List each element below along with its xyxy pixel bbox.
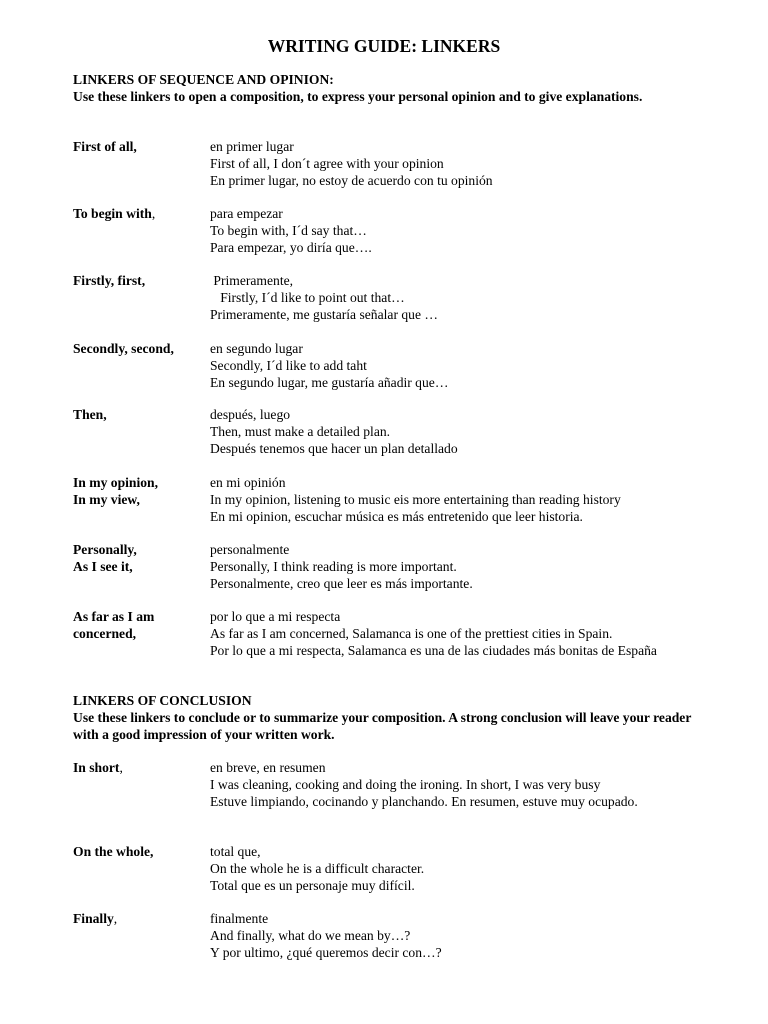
translation: personalmente [210, 542, 290, 557]
linker-term: Firstly, first, [73, 273, 146, 288]
linker-term: Personally, As I see it, [73, 542, 137, 574]
linker-term: As far as I am concerned, [73, 609, 155, 641]
linker-definitions [210, 609, 710, 659]
translation: total que, [210, 844, 261, 859]
example-spanish: Estuve limpiando, cocinando y planchando. En resumen, estuve muy ocupado. [210, 793, 638, 809]
example-spanish: Total que es un personaje muy difícil. [210, 877, 415, 893]
linker-term: Finally, [73, 911, 118, 926]
linker-term: To begin with, [73, 206, 156, 221]
section-conclusion-header [73, 693, 693, 743]
section-heading: LINKERS OF CONCLUSION [73, 693, 252, 708]
example-english: Then, must make a detailed plan. [210, 423, 391, 439]
translation: en segundo lugar [210, 341, 303, 356]
section-intro: Use these linkers to conclude or to summarize your composition. A strong conclusion will leave your reader with a good impression of your written work. [73, 709, 692, 742]
example-english: To begin with, I´d say that… [210, 222, 367, 238]
section-sequence-opinion-header [73, 72, 693, 106]
linker-term: Secondly, second, [73, 341, 174, 356]
page-title: WRITING GUIDE: LINKERS [267, 36, 501, 56]
example-spanish: Personalmente, creo que leer es más importante. [210, 575, 473, 591]
example-english: In my opinion, listening to music eis more entertaining than reading history [210, 491, 621, 507]
linker-definitions [210, 273, 710, 323]
translation: por lo que a mi respecta [210, 609, 341, 624]
linker-term: First of all, [73, 139, 137, 154]
linker-term: Then, [73, 407, 107, 422]
translation: finalmente [210, 911, 269, 926]
linker-definitions [210, 407, 710, 457]
example-english: As far as I am concerned, Salamanca is one of the prettiest cities in Spain. [210, 625, 613, 641]
translation: para empezar [210, 206, 283, 221]
linker-definitions [210, 206, 710, 256]
section-intro: Use these linkers to open a composition, to express your personal opinion and to give explanations. [73, 88, 643, 104]
linker-definitions [210, 760, 710, 810]
example-spanish: En mi opinion, escuchar música es más entretenido que leer historia. [210, 508, 583, 524]
example-spanish: Y por ultimo, ¿qué queremos decir con…? [210, 944, 442, 960]
example-english: I was cleaning, cooking and doing the ironing. In short, I was very busy [210, 776, 601, 792]
linker-definitions [210, 542, 710, 592]
translation: en primer lugar [210, 139, 294, 154]
linker-definitions [210, 341, 710, 391]
example-spanish: Después tenemos que hacer un plan detallado [210, 440, 458, 456]
example-spanish: En segundo lugar, me gustaría añadir que… [210, 374, 449, 390]
linker-definitions [210, 139, 710, 189]
translation: después, luego [210, 407, 291, 422]
example-english: Firstly, I´d like to point out that… [210, 289, 405, 305]
section-heading: LINKERS OF SEQUENCE AND OPINION: [73, 72, 334, 87]
example-english: On the whole he is a difficult character. [210, 860, 425, 876]
linker-term: On the whole, [73, 844, 154, 859]
translation: en breve, en resumen [210, 760, 326, 775]
example-spanish: Por lo que a mi respecta, Salamanca es una de las ciudades más bonitas de España [210, 642, 657, 658]
example-english: First of all, I don´t agree with your opinion [210, 155, 444, 171]
example-spanish: Para empezar, yo diría que…. [210, 239, 372, 255]
example-english: And finally, what do we mean by…? [210, 927, 411, 943]
example-spanish: Primeramente, me gustaría señalar que … [210, 306, 438, 322]
linker-definitions [210, 844, 710, 894]
example-spanish: En primer lugar, no estoy de acuerdo con tu opinión [210, 172, 493, 188]
linker-term: In short, [73, 760, 123, 775]
linker-term: In my opinion, In my view, [73, 475, 158, 507]
example-english: Personally, I think reading is more important. [210, 558, 457, 574]
linker-definitions [210, 475, 710, 525]
translation: Primeramente, [210, 273, 294, 288]
linker-definitions [210, 911, 710, 961]
example-english: Secondly, I´d like to add taht [210, 357, 367, 373]
translation: en mi opinión [210, 475, 286, 490]
